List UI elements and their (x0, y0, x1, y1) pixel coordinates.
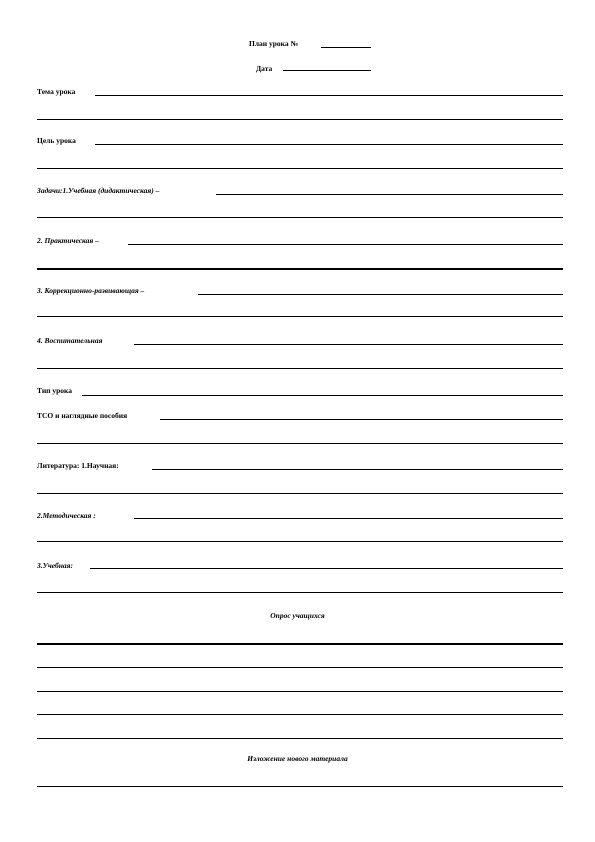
topic-label: Тема урока (37, 87, 76, 96)
survey-line-2[interactable] (37, 667, 563, 668)
task-didactic-line-1[interactable] (216, 194, 563, 195)
task-upbringing-label: 4. Воспитательная (37, 336, 103, 345)
task-upbringing-line-2[interactable] (37, 368, 563, 369)
literature-scientific-label: Литература: 1.Научная: (37, 461, 119, 470)
task-didactic-line-2[interactable] (37, 217, 563, 218)
lesson-type-label: Тип урока (37, 386, 72, 395)
tso-label: ТСО и наглядные пособия (37, 411, 128, 420)
lesson-type-line[interactable] (82, 395, 563, 396)
topic-line-1[interactable] (95, 95, 563, 96)
lesson-plan-number-label: План урока № (249, 39, 299, 48)
goal-line-1[interactable] (95, 144, 563, 145)
task-upbringing-line-1[interactable] (134, 344, 563, 345)
literature-methodical-label: 2.Методическая : (37, 511, 96, 520)
survey-section-title: Опрос учащихся (270, 611, 325, 620)
task-practical-line-2[interactable] (37, 268, 563, 270)
task-practical-label: 2. Практическая – (37, 236, 99, 245)
task-practical-line-1[interactable] (128, 244, 563, 245)
new-material-section-title: Изложение нового материала (247, 754, 348, 763)
goal-label: Цель урока (37, 136, 76, 145)
literature-scientific-line-2[interactable] (37, 493, 563, 494)
task-correction-line-2[interactable] (37, 316, 563, 317)
new-material-line-1[interactable] (37, 786, 563, 787)
literature-educational-label: 3.Учебная: (37, 561, 74, 570)
literature-methodical-line-1[interactable] (134, 518, 563, 519)
task-didactic-label: Задачи:1.Учебная (дидактическая) – (37, 186, 160, 195)
survey-line-5[interactable] (37, 738, 563, 739)
literature-scientific-line-1[interactable] (152, 469, 563, 470)
survey-line-1[interactable] (37, 643, 563, 645)
tso-line-1[interactable] (160, 419, 563, 420)
tso-line-2[interactable] (37, 443, 563, 444)
task-correction-label: 3. Коррекционно-развивающая – (37, 286, 145, 295)
date-line[interactable] (283, 70, 371, 71)
date-label: Дата (256, 64, 273, 73)
literature-methodical-line-2[interactable] (37, 541, 563, 542)
task-correction-line-1[interactable] (198, 294, 563, 295)
goal-line-2[interactable] (37, 168, 563, 169)
survey-line-4[interactable] (37, 714, 563, 715)
survey-line-3[interactable] (37, 691, 563, 692)
topic-line-2[interactable] (37, 119, 563, 120)
literature-educational-line-2[interactable] (37, 592, 563, 593)
literature-educational-line-1[interactable] (90, 568, 563, 569)
lesson-plan-number-line[interactable] (321, 47, 371, 48)
